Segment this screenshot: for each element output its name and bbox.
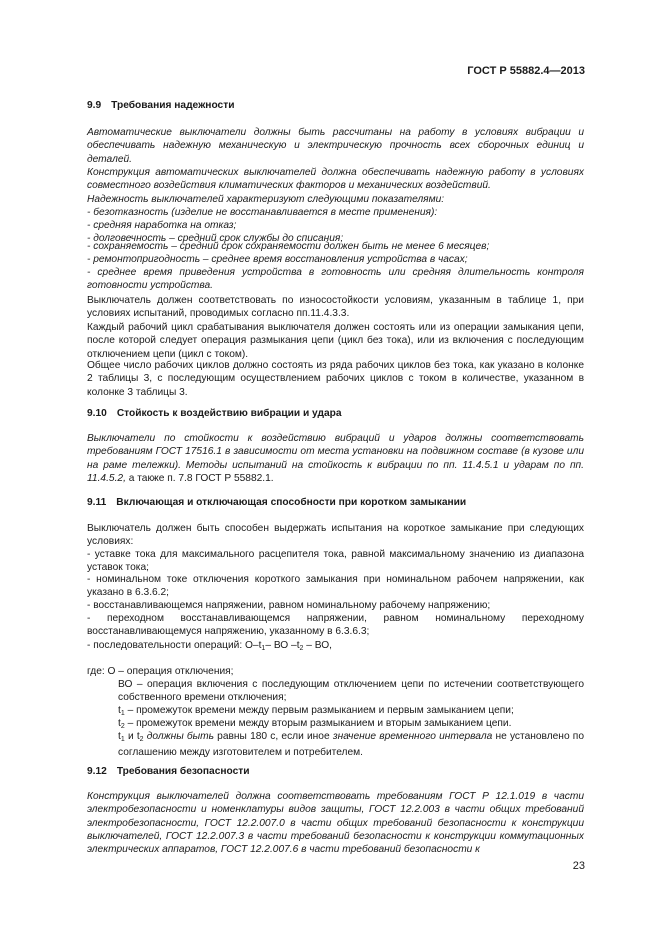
text: – ВО, [303,640,332,651]
text: t [118,718,121,729]
list-item: - номинальном токе отключения короткого замыкания при номинальном рабочем напряжении, как указано в 6.3.6.2; [87,574,584,599]
section-title: Включающая и отключающая способности при коротком замыкании [116,497,467,508]
subscript: 2 [299,645,304,652]
definition-bo: ВО – операция включения с последующим отключением цепи по истечении соответствующего собственного времени отключения; [118,679,584,704]
paragraph-italic: Выключатели по стойкости к воздействию вибраций и ударов должны соответствовать требованиям ГОСТ 17516.1 в зависимости от места установки на подвижном составе (в кузове или на раме тележки). Методы испытаний на стойкость к вибрации по пп. 11.4.5.1 и ударам по пп. 11.4.5.2, [87,433,584,484]
text: - последовательности операций: О–t [87,640,262,651]
section-number: 9.11 [87,497,107,508]
text: не установлено по соглашению между изготовителем и потребителем. [118,731,584,759]
paragraph: Автоматические выключатели должны быть рассчитаны на работу в условиях вибрации и обеспечивать надежную механическую и электрическую прочность всех сборочных единиц и деталей. [87,127,584,165]
section-title: Требования безопасности [116,766,250,777]
text: t [118,705,121,716]
text: – промежуток времени между первым размыканием и первым замыканием цепи; [124,705,514,716]
text: и t [124,731,140,742]
paragraph [87,432,584,485]
paragraph: Конструкция автоматических выключателей должна обеспечивать надежную работу в условиях совместного воздействия климатических факторов и механических воздействий. [87,167,584,192]
list-item: - среднее время приведения устройства в готовность или средняя длительность контроля готовности устройства. [87,267,584,292]
text: равны 180 с, если иное [213,731,330,742]
paragraph: Выключатель должен быть способен выдержать испытания на короткое замыкание при следующих условиях: [87,523,584,548]
text: t [118,731,121,742]
list-item: - переходном восстанавливающемся напряжении, равном номинальному переходному восстанавливающемуся напряжению, указанному в 6.3.6.3; [87,613,584,638]
paragraph-tail: а также п. 7.8 ГОСТ Р 55882.1. [125,472,274,484]
list-item: - безотказность (изделие не восстанавливается в месте применения): [87,207,438,218]
subscript: 2 [139,736,144,743]
section-9-9-heading [87,100,234,111]
subscript: 1 [120,736,125,743]
list-item: - долговечность – средний срок службы до списания; [87,233,344,244]
text: – промежуток времени между вторым размыканием и вторым замыканием цепи. [124,718,512,729]
section-9-11-heading [87,497,466,508]
paragraph: Общее число рабочих циклов должно состоять из ряда рабочих циклов без тока, как указано в колонке 2 таблицы 3, с последующим осуществлением рабочих циклов с током в количестве, указанном в колонке 3 таблицы 3. [87,360,584,398]
list-item: - средняя наработка на отказ; [87,220,237,231]
section-title: Стойкость к воздействию вибрации и удара [116,408,342,419]
text: должны быть [143,731,214,742]
where-clause: где: О – операция отключения; [87,666,234,677]
paragraph: Конструкция выключателей должна соответствовать требованиям ГОСТ Р 12.1.019 в части электробезопасности и номенклатуры видов защиты, ГОСТ 12.2.003 в части общих требований электробезопасности, ГОСТ 12.2.007.0 в части общих требований безопасности к конструкции выключателей, ГОСТ 12.2.007.3 в части требований безопасности к конструкции коммутационных электрических аппаратов, ГОСТ 12.2.007.6 в части требований безопасности к [87,791,584,856]
list-item: - ремонтопригодность – среднее время восстановления устройства в часах; [87,254,468,265]
paragraph: Каждый рабочий цикл срабатывания выключателя должен состоять или из операции замыкания цепи, после которой следует операция размыкания цепи (цикл без тока), или из включения с последующим отключением цепи (цикл с током). [87,322,584,360]
subscript: 1 [261,645,266,652]
subscript: 2 [120,723,125,730]
section-9-12-heading [87,766,250,777]
page-number: 23 [572,860,585,872]
section-number: 9.9 [87,100,102,111]
list-item: - восстанавливающемся напряжении, равном номинальному рабочему напряжению; [87,600,491,611]
section-number: 9.10 [87,408,107,419]
section-number: 9.12 [87,766,107,777]
list-item: - уставке тока для максимального расцепителя тока, равной максимальному значению из диапазона уставок тока; [87,549,584,574]
text: – ВО –t [265,640,300,651]
document-code-header: ГОСТ Р 55882.4—2013 [467,65,585,77]
paragraph: Выключатель должен соответствовать по износостойкости условиям, указанным в таблице 1, при условиях испытаний, проводимых согласно пп.11.4.3.3. [87,295,584,320]
operation-sequence [87,639,332,655]
section-title: Требования надежности [111,100,235,111]
list-item: - сохраняемость – средний срок сохраняемости должен быть не менее 6 месяцев; [87,241,490,252]
paragraph: Надежность выключателей характеризуют следующими показателями: [87,194,445,205]
text: значение временного интервала [329,731,493,742]
subscript: 1 [120,710,125,717]
section-9-10-heading [87,408,342,419]
interval-note [118,730,584,760]
